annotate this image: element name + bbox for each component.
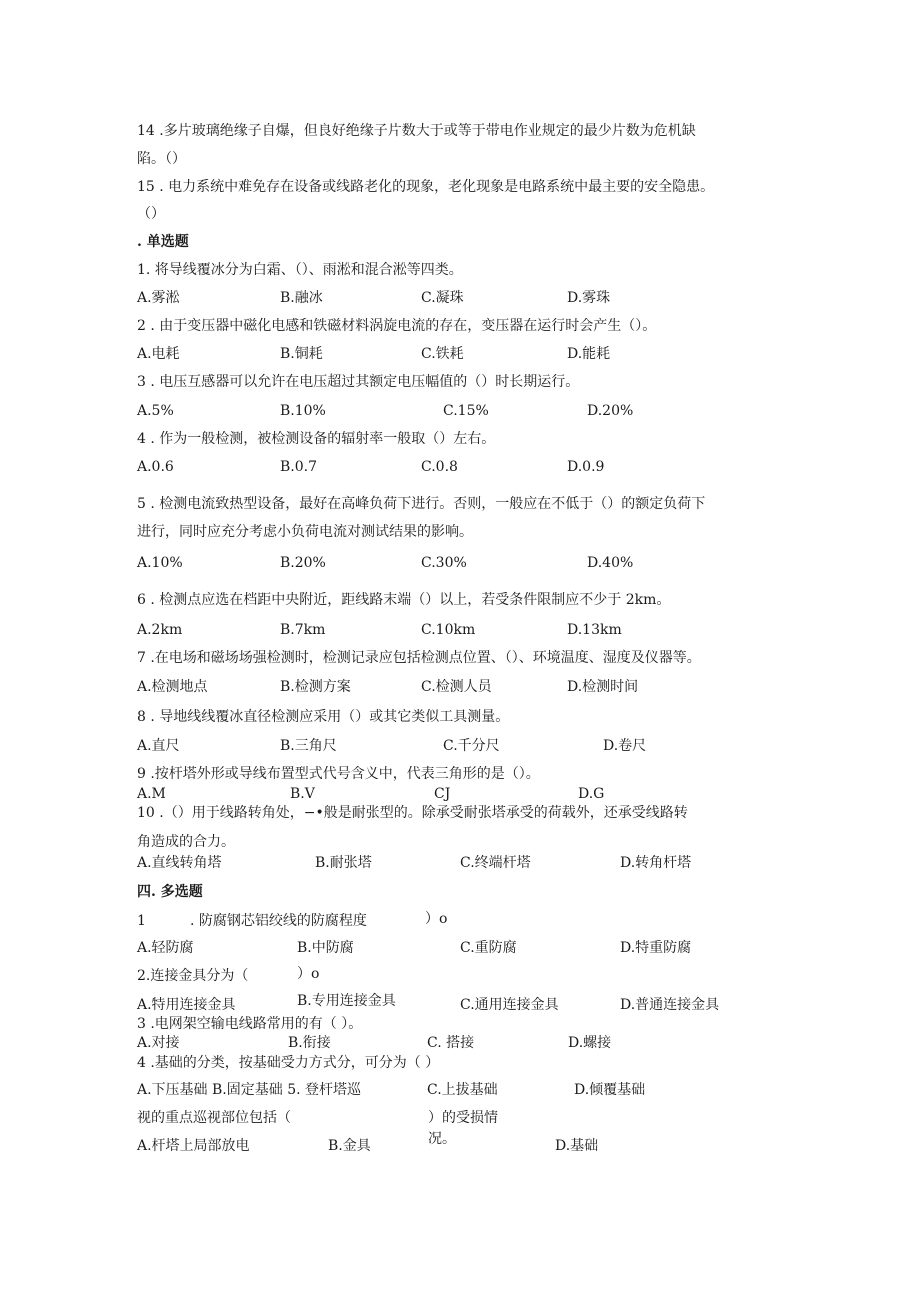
single-q3-option-d: D.20% (587, 403, 634, 419)
multi-q5-stem-tail: ）的受损情 (428, 1110, 498, 1126)
single-q5-option-c: C.30% (421, 555, 467, 571)
multi-q2-stem-tail: ）o (297, 966, 320, 982)
tf-q14-line1: 14 .多片玻璃绝缘子自爆，但良好绝缘子片数大于或等于带电作业规定的最少片数为危机缺 (137, 123, 696, 139)
single-q10-line2: 角造成的合力。 (137, 834, 235, 850)
single-q10-option-c: C.终端杆塔 (460, 855, 531, 871)
multi-q2-option-b: B.专用连接金具 (297, 993, 396, 1009)
multi-q2-option-c: C.通用连接金具 (460, 997, 559, 1013)
multi-q5-option-b: B.金具 (328, 1138, 371, 1154)
multi-q1-option-c: C.重防腐 (460, 940, 517, 956)
single-q6-option-a: A.2km (137, 622, 183, 638)
single-q7-option-c: C.检测人员 (421, 679, 492, 695)
single-q9-option-c: CJ (434, 786, 451, 802)
single-q3-option-a: A.5% (137, 403, 174, 419)
multi-q2-stem: 2.连接金具分为（ (137, 968, 249, 984)
single-q7-option-d: D.检测时间 (567, 679, 639, 695)
single-q5-line2: 进行，同时应充分考虑小负荷电流对测试结果的影响。 (137, 524, 473, 540)
multi-q2-option-a: A.特用连接金具 (137, 997, 236, 1013)
single-q1-option-b: B.融冰 (280, 290, 323, 306)
multi-q1-stem: . 防腐钢芯铝绞线的防腐程度 (190, 913, 367, 929)
single-q4-option-c: C.0.8 (421, 459, 458, 475)
multi-q2-option-d: D.普通连接金具 (620, 997, 720, 1013)
single-q9-option-d: D.G (578, 786, 605, 802)
single-q3-option-c: C.15% (443, 403, 489, 419)
tf-q15-line1: 15 . 电力系统中难免存在设备或线路老化的现象，老化现象是电路系统中最主要的安全隐患。 (137, 179, 715, 195)
single-q8-option-c: C.千分尺 (443, 738, 500, 754)
multi-q3-option-a: A.对接 (137, 1035, 180, 1051)
single-q7-stem: 7 .在电场和磁场场强检测时，检测记录应包括检测点位置、（）、环境温度、湿度及仪器等。 (137, 650, 701, 666)
single-q4-option-a: A.0.6 (137, 459, 174, 475)
single-q9-option-b: B.V (290, 786, 315, 802)
single-q4-stem: 4 . 作为一般检测，被检测设备的辐射率一般取（）左右。 (137, 431, 496, 447)
single-q1-option-c: C.凝珠 (421, 290, 464, 306)
multi-q5-stem-tail-2: 况。 (428, 1131, 456, 1147)
tf-q14-line2: 陷。（） (137, 151, 186, 167)
single-q6-option-d: D.13km (567, 622, 622, 638)
multi-q5-stem: 视的重点巡视部位包括（ (137, 1110, 291, 1126)
single-q7-option-b: B.检测方案 (280, 679, 351, 695)
multi-q1-stem-tail: ）o (425, 911, 448, 927)
single-q8-option-a: A.直尺 (137, 738, 180, 754)
single-q10-line1: 10 .（）用于线路转角处，−•般是耐张型的。除承受耐张塔承受的荷载外，还承受线路转 (137, 805, 688, 821)
multi-q5-option-d: D.基础 (555, 1138, 599, 1154)
single-q5-option-b: B.20% (280, 555, 326, 571)
single-q3-option-b: B.10% (280, 403, 326, 419)
single-q2-option-a: A.电耗 (137, 346, 180, 362)
single-q8-option-b: B.三角尺 (280, 738, 337, 754)
multi-q3-option-d: D.螺接 (568, 1035, 612, 1051)
multi-q3-stem: 3 .电网架空输电线路常用的有（ ）。 (137, 1016, 363, 1032)
single-q8-option-d: D.卷尺 (603, 738, 647, 754)
single-q5-line1: 5 . 检测电流致热型设备，最好在高峰负荷下进行。否则，一般应在不低于（）的额定负荷下 (137, 496, 706, 512)
multi-q4-option-d: D.倾覆基础 (574, 1082, 646, 1098)
single-q4-option-b: B.0.7 (280, 459, 318, 475)
single-q10-option-b: B.耐张塔 (315, 855, 372, 871)
multi-q3-option-b: B.衔接 (288, 1035, 331, 1051)
single-q5-option-d: D.40% (587, 555, 634, 571)
single-q9-option-a: A.M (137, 786, 166, 802)
multi-q5-option-a: A.杆塔上局部放电 (137, 1138, 250, 1154)
tf-q15-line2: （） (137, 206, 165, 222)
single-q4-option-d: D.0.9 (567, 459, 605, 475)
single-choice-heading: . 单选题 (137, 234, 189, 250)
single-q8-stem: 8 . 导地线线覆冰直径检测应采用（）或其它类似工具测量。 (137, 709, 510, 725)
single-q3-stem: 3 . 电压互感器可以允许在电压超过其额定电压幅值的（）时长期运行。 (137, 374, 580, 390)
single-q5-option-a: A.10% (137, 555, 183, 571)
multi-q1-option-a: A.轻防腐 (137, 940, 194, 956)
single-q2-option-d: D.能耗 (567, 346, 611, 362)
multi-q4-stem: 4 .基础的分类，按基础受力方式分，可分为（ ） (137, 1055, 440, 1071)
multi-q1-option-b: B.中防腐 (297, 940, 354, 956)
single-q10-option-a: A.直线转角塔 (137, 855, 222, 871)
single-q1-option-a: A.雾淞 (137, 290, 180, 306)
multi-q1-option-d: D.特重防腐 (620, 940, 692, 956)
single-q9-stem: 9 .按杆塔外形或导线布置型式代号含义中，代表三角形的是（）。 (137, 766, 540, 782)
single-q2-option-c: C.铁耗 (421, 346, 464, 362)
multi-q4-option-ab: A.下压基础 B.固定基础 5. 登杆塔巡 (137, 1082, 362, 1098)
multi-choice-heading: 四. 多选题 (137, 884, 203, 900)
single-q6-option-c: C.10km (421, 622, 476, 638)
multi-q1-number: 1 (137, 913, 146, 929)
multi-q3-option-c: C. 搭接 (427, 1035, 475, 1051)
single-q1-stem: 1. 将导线覆冰分为白霜、（）、雨淞和混合淞等四类。 (137, 262, 463, 278)
single-q6-option-b: B.7km (280, 622, 326, 638)
single-q10-option-d: D.转角杆塔 (620, 855, 692, 871)
single-q1-option-d: D.雾珠 (567, 290, 611, 306)
single-q2-stem: 2 . 由于变压器中磁化电感和铁磁材料涡旋电流的存在，变压器在运行时会产生（）。 (137, 318, 657, 334)
multi-q4-option-c: C.上拔基础 (427, 1082, 498, 1098)
single-q6-stem: 6 . 检测点应选在档距中央附近，距线路末端（）以上，若受条件限制应不少于 2km。 (137, 592, 671, 608)
single-q2-option-b: B.铜耗 (280, 346, 323, 362)
single-q7-option-a: A.检测地点 (137, 679, 208, 695)
